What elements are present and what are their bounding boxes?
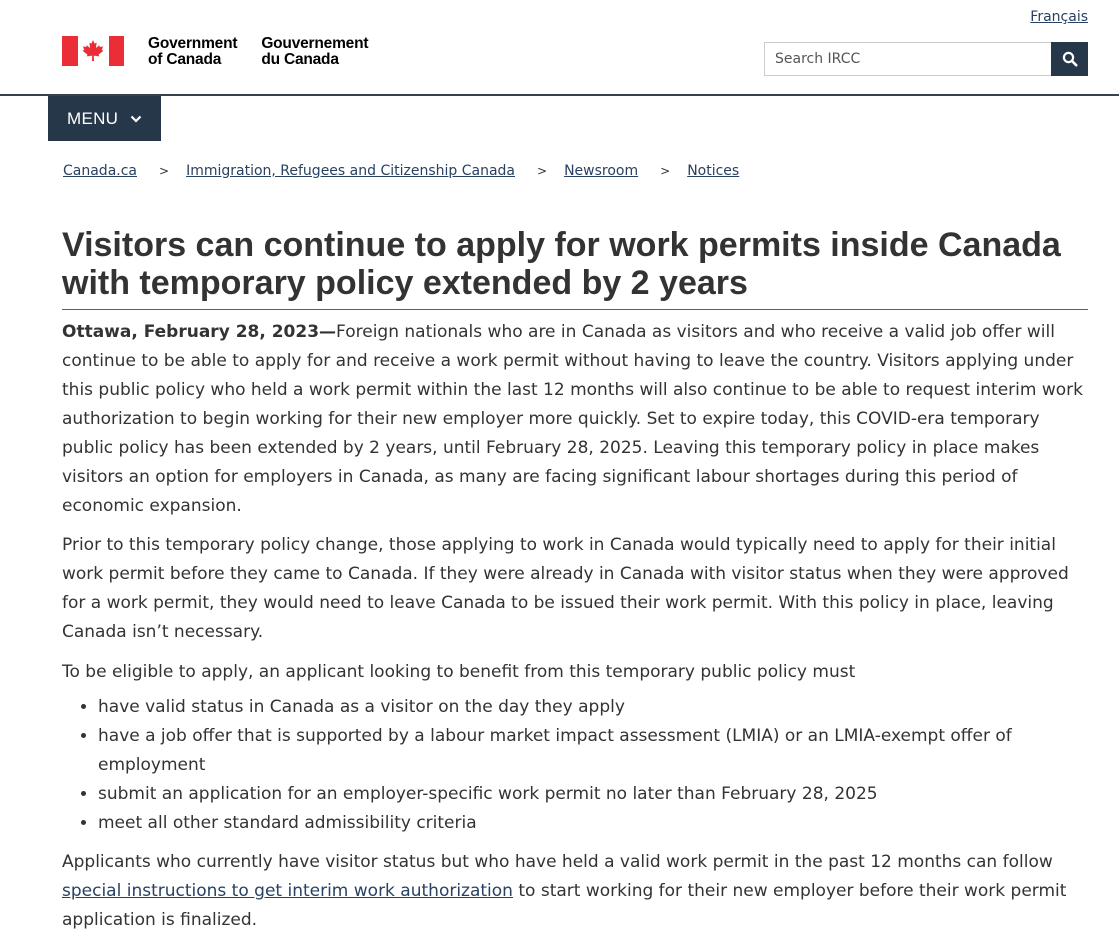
maple-leaf-icon [81, 39, 105, 63]
list-item: • have a job offer that is supported by a labour market impact assessment (LMIA) or an LMIA-exempt offer of employment [98, 722, 1088, 780]
page-title: Visitors can continue to apply for work permits inside Canada with temporary policy extended by 2 years [62, 226, 1088, 310]
list-item: • meet all other standard admissibility criteria [98, 809, 1088, 838]
search-input[interactable] [764, 42, 1051, 76]
menu-label: MENU [67, 108, 119, 128]
chevron-down-icon [130, 115, 142, 123]
main-content [62, 226, 1088, 935]
menu-button[interactable] [48, 96, 161, 141]
interim-work-authorization-link[interactable]: special instructions to get interim work authorization [62, 881, 513, 901]
paragraph-interim-authorization [62, 848, 1088, 935]
search-icon [1062, 51, 1078, 67]
signature-en-line2: of Canada [148, 51, 222, 68]
government-signature[interactable] [62, 36, 368, 68]
breadcrumb [63, 163, 739, 179]
signature-french [261, 36, 368, 68]
search-form [764, 42, 1088, 76]
canada-flag-icon [62, 36, 124, 66]
eligibility-criteria-list [62, 693, 1088, 838]
breadcrumb-separator: > [159, 164, 170, 178]
signature-en-line1: Government [148, 35, 238, 52]
breadcrumb-canada-ca[interactable]: Canada.ca [63, 163, 137, 179]
paragraph-eligibility: To be eligible to apply, an applicant looking to benefit from this temporary public policy must [62, 662, 856, 682]
search-button[interactable] [1051, 42, 1088, 76]
list-item: • have valid status in Canada as a visitor on the day they apply [98, 693, 1088, 722]
paragraph-prior-policy: Prior to this temporary policy change, those applying to work in Canada would typically need to apply for their initial work permit before they came to Canada. If they were already in Canada with visitor status when they were approved for a work permit, they would need to leave Canada to be issued their work permit. With this policy in place, leaving Canada isn’t necessary. [62, 535, 1069, 642]
breadcrumb-separator: > [660, 164, 671, 178]
lede-paragraph [62, 318, 1088, 521]
signature-english [148, 36, 237, 68]
dateline: Ottawa, February 28, 2023— [62, 322, 337, 342]
signature-fr-line2: du Canada [261, 51, 339, 68]
breadcrumb-ircc[interactable]: Immigration, Refugees and Citizenship Canada [186, 163, 516, 179]
language-toggle-link[interactable]: Français [1030, 9, 1088, 25]
paragraph4-after: to start working for their new employer before their work permit application is finalized. [62, 881, 1067, 930]
lede-text: Foreign nationals who are in Canada as visitors and who receive a valid job offer will continue to be able to apply for and receive a work permit without having to leave the country. Visitors applying under this public policy who held a work permit within the last 12 months will also continue to be able to request interim work authorization to begin working for their new employer more quickly. Set to expire today, this COVID-era temporary public policy has been extended by 2 years, until February 28, 2025. Leaving this temporary policy in place makes visitors an option for employers in Canada, as many are facing significant labour shortages during this period of economic expansion. [62, 322, 1083, 516]
breadcrumb-notices[interactable]: Notices [687, 163, 740, 179]
site-header [0, 0, 1119, 96]
signature-fr-line1: Gouvernement [261, 35, 369, 52]
breadcrumb-separator: > [537, 164, 548, 178]
breadcrumb-newsroom[interactable]: Newsroom [564, 163, 639, 179]
paragraph4-before: Applicants who currently have visitor status but who have held a valid work permit in the past 12 months can follow [62, 852, 1053, 872]
list-item: • submit an application for an employer-specific work permit no later than February 28, 2025 [98, 780, 1088, 809]
